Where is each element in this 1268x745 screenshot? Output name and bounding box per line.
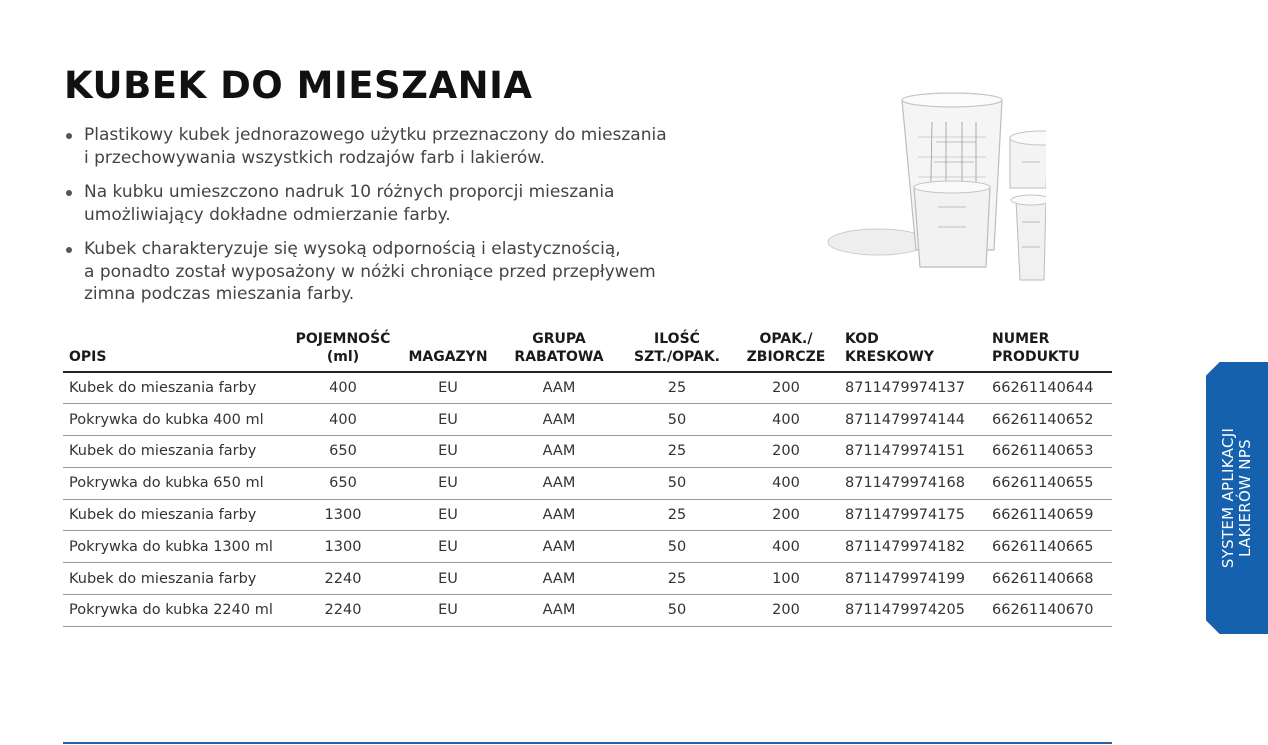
cell-ilosc: 50 — [621, 595, 733, 627]
header-line: MAGAZYN — [408, 349, 488, 365]
header-line: SZT./OPAK. — [634, 349, 720, 365]
cell-opak: 400 — [733, 404, 839, 436]
section-side-tab-label — [1220, 428, 1254, 568]
feature-item — [62, 238, 712, 306]
cell-ilosc: 25 — [621, 499, 733, 531]
cell-opis: Kubek do mieszania farby — [63, 499, 287, 531]
side-tab-line: SYSTEM APLIKACJI — [1219, 427, 1237, 569]
cell-pojemnosc: 1300 — [287, 531, 399, 563]
feature-list — [62, 124, 712, 318]
bottom-divider — [63, 742, 1112, 744]
cell-opis: Kubek do mieszania farby — [63, 436, 287, 468]
feature-item — [62, 124, 712, 169]
cell-magazyn: EU — [399, 404, 497, 436]
feature-line: Plastikowy kubek jednorazowego użytku przeznaczony do mieszania — [84, 125, 667, 145]
cell-kod: 8711479974151 — [839, 436, 986, 468]
feature-line: Kubek charakteryzuje się wysoką odpornością i elastycznością, — [84, 239, 621, 259]
cell-numer: 66261140652 — [986, 404, 1112, 436]
cell-pojemnosc: 400 — [287, 372, 399, 404]
header-line: KRESKOWY — [845, 349, 934, 365]
cell-pojemnosc: 650 — [287, 436, 399, 468]
cell-opis: Pokrywka do kubka 400 ml — [63, 404, 287, 436]
cell-opak: 200 — [733, 499, 839, 531]
cell-pojemnosc: 2240 — [287, 595, 399, 627]
cell-ilosc: 25 — [621, 372, 733, 404]
feature-item — [62, 181, 712, 226]
cell-grupa: AAM — [497, 531, 621, 563]
cell-opis: Pokrywka do kubka 2240 ml — [63, 595, 287, 627]
header-numer — [986, 330, 1112, 372]
cell-magazyn: EU — [399, 531, 497, 563]
side-tab-line: LAKIERÓW NPS — [1236, 439, 1254, 557]
header-grupa — [497, 330, 621, 372]
table-row — [63, 499, 1112, 531]
header-line: POJEMNOŚĆ — [295, 331, 391, 347]
page-title: KUBEK DO MIESZANIA — [64, 64, 533, 107]
header-pojemnosc — [287, 330, 399, 372]
header-line: (ml) — [326, 349, 360, 365]
cell-kod: 8711479974168 — [839, 467, 986, 499]
cell-kod: 8711479974175 — [839, 499, 986, 531]
cell-opak: 100 — [733, 563, 839, 595]
cell-opak: 400 — [733, 531, 839, 563]
header-line: GRUPA — [532, 331, 586, 347]
cell-kod: 8711479974137 — [839, 372, 986, 404]
cell-magazyn: EU — [399, 436, 497, 468]
table-row — [63, 372, 1112, 404]
cell-numer: 66261140655 — [986, 467, 1112, 499]
cell-opis: Kubek do mieszania farby — [63, 372, 287, 404]
cell-opis: Pokrywka do kubka 650 ml — [63, 467, 287, 499]
table-body — [63, 372, 1112, 626]
cell-opak: 200 — [733, 372, 839, 404]
table-row — [63, 467, 1112, 499]
cell-pojemnosc: 1300 — [287, 499, 399, 531]
header-line: RABATOWA — [514, 349, 604, 365]
header-line: KOD — [845, 331, 879, 347]
cell-numer: 66261140665 — [986, 531, 1112, 563]
cell-ilosc: 25 — [621, 436, 733, 468]
cell-opak: 200 — [733, 595, 839, 627]
table-row — [63, 404, 1112, 436]
cell-opak: 400 — [733, 467, 839, 499]
cell-numer: 66261140659 — [986, 499, 1112, 531]
cell-magazyn: EU — [399, 595, 497, 627]
header-line: OPIS — [69, 349, 107, 365]
table-row — [63, 436, 1112, 468]
feature-line: i przechowywania wszystkich rodzajów farb i lakierów. — [84, 147, 546, 168]
table-row — [63, 563, 1112, 595]
header-opak — [733, 330, 839, 372]
feature-line: umożliwiający dokładne odmierzanie farby. — [84, 204, 451, 225]
table-header-row — [63, 330, 1112, 372]
cell-kod: 8711479974205 — [839, 595, 986, 627]
header-line: ILOŚĆ — [654, 331, 700, 347]
cell-grupa: AAM — [497, 499, 621, 531]
cell-numer: 66261140670 — [986, 595, 1112, 627]
header-line: ZBIORCZE — [746, 349, 826, 365]
cell-grupa: AAM — [497, 372, 621, 404]
header-kod — [839, 330, 986, 372]
feature-line: zimna podczas mieszania farby. — [84, 284, 355, 304]
cell-numer: 66261140653 — [986, 436, 1112, 468]
header-line: OPAK./ — [759, 331, 813, 347]
cell-ilosc: 50 — [621, 404, 733, 436]
cell-ilosc: 25 — [621, 563, 733, 595]
cell-opis: Kubek do mieszania farby — [63, 563, 287, 595]
cell-kod: 8711479974182 — [839, 531, 986, 563]
header-line: PRODUKTU — [992, 349, 1080, 365]
cell-numer: 66261140644 — [986, 372, 1112, 404]
cell-grupa: AAM — [497, 467, 621, 499]
cell-opis: Pokrywka do kubka 1300 ml — [63, 531, 287, 563]
cell-grupa: AAM — [497, 436, 621, 468]
cell-magazyn: EU — [399, 499, 497, 531]
cell-pojemnosc: 400 — [287, 404, 399, 436]
cell-kod: 8711479974199 — [839, 563, 986, 595]
table-row — [63, 595, 1112, 627]
mixing-cups-image — [826, 82, 1046, 282]
cell-grupa: AAM — [497, 563, 621, 595]
cell-numer: 66261140668 — [986, 563, 1112, 595]
header-line: NUMER — [992, 331, 1050, 347]
cell-magazyn: EU — [399, 467, 497, 499]
product-table — [63, 330, 1112, 627]
cell-ilosc: 50 — [621, 531, 733, 563]
cell-pojemnosc: 2240 — [287, 563, 399, 595]
cell-pojemnosc: 650 — [287, 467, 399, 499]
cell-magazyn: EU — [399, 372, 497, 404]
header-magazyn — [399, 330, 497, 372]
header-opis — [63, 330, 287, 372]
cell-grupa: AAM — [497, 595, 621, 627]
table-row — [63, 531, 1112, 563]
cell-kod: 8711479974144 — [839, 404, 986, 436]
feature-line: Na kubku umieszczono nadruk 10 różnych proporcji mieszania — [84, 182, 615, 202]
cell-grupa: AAM — [497, 404, 621, 436]
feature-line: a ponadto został wyposażony w nóżki chroniące przed przepływem — [84, 261, 656, 282]
cell-opak: 200 — [733, 436, 839, 468]
cell-ilosc: 50 — [621, 467, 733, 499]
cell-magazyn: EU — [399, 563, 497, 595]
header-ilosc — [621, 330, 733, 372]
